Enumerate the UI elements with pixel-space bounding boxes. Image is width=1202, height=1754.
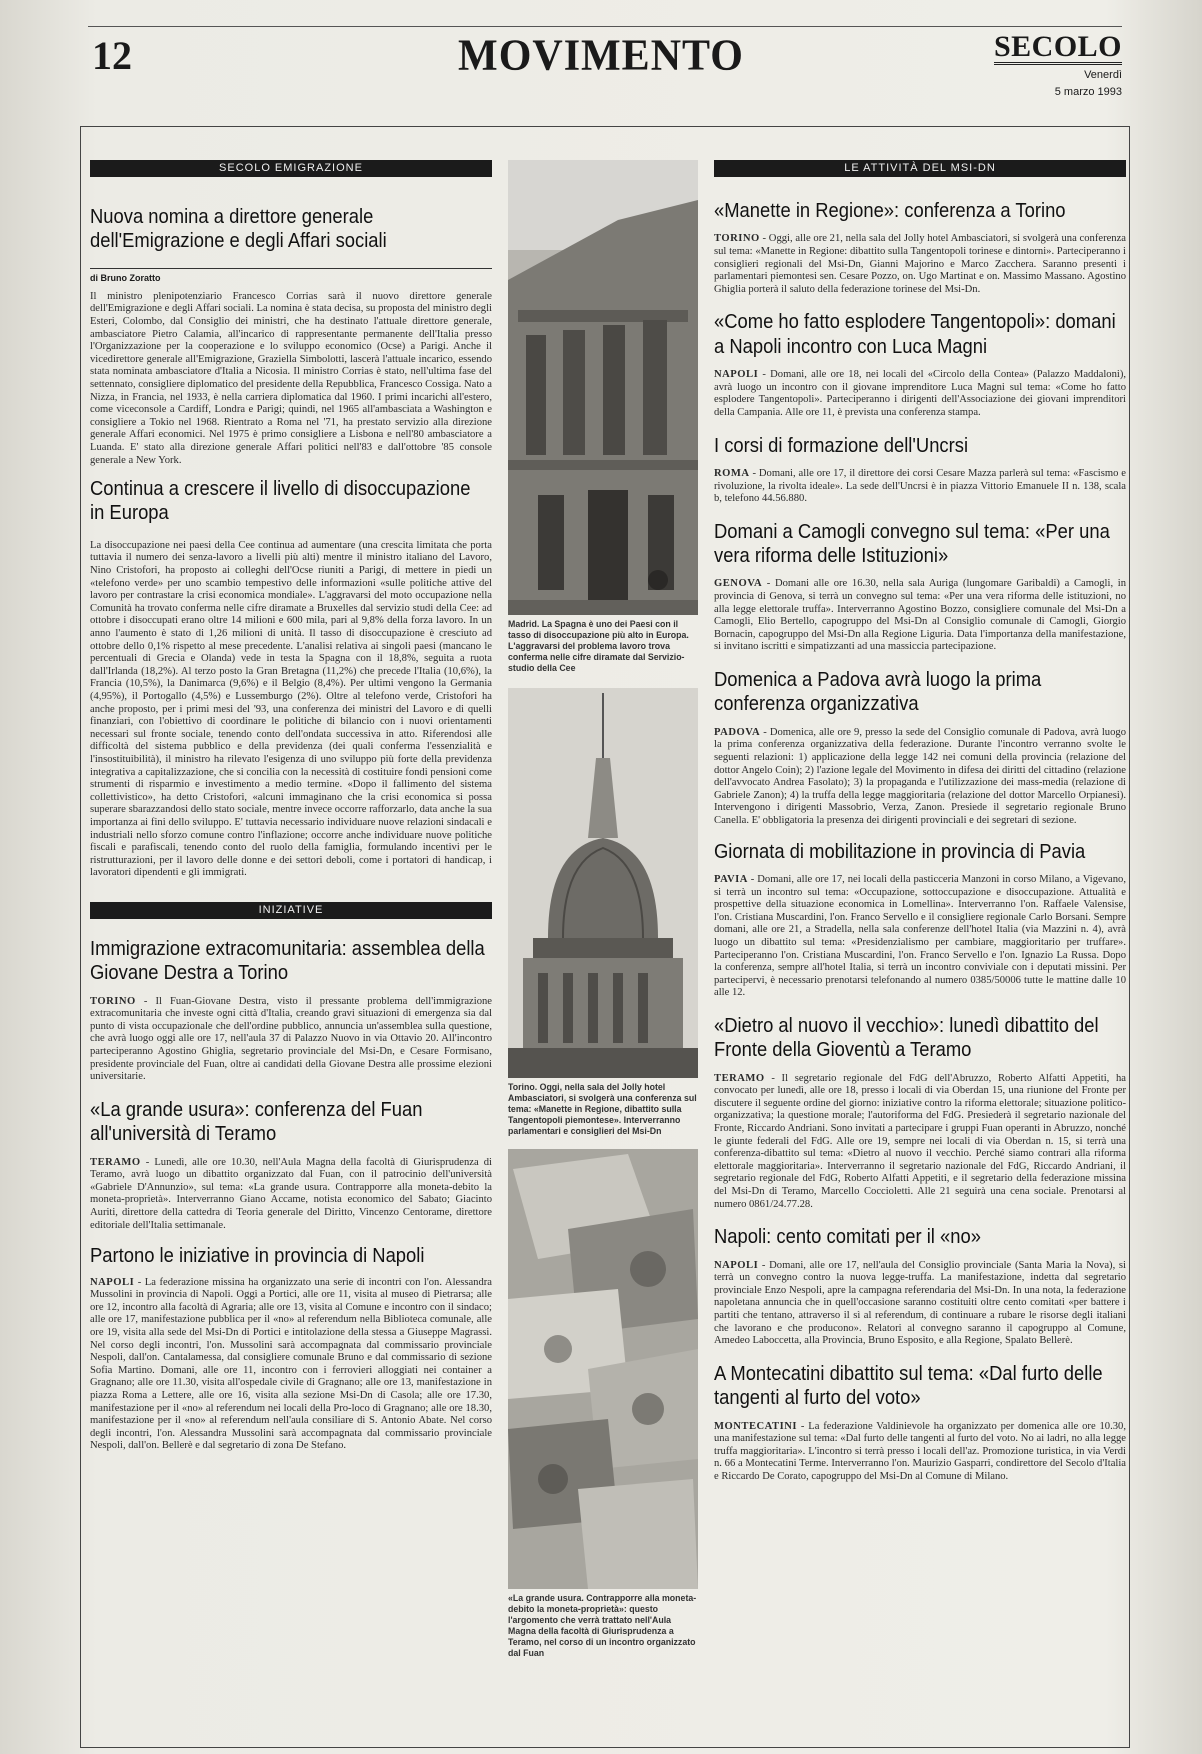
- article-body: [714, 1073, 1126, 1212]
- photo-madrid-building: [508, 160, 698, 615]
- headline-tangentopoli: «Come ho fatto esplodere Tangentopoli»: domani a Napoli incontro con Luca Magni: [714, 311, 1116, 358]
- dateline: ROMA: [714, 467, 750, 479]
- article-body: [714, 1421, 1126, 1484]
- article-cento-comitati: [714, 1225, 1126, 1348]
- article-immigrazione: [90, 937, 492, 1084]
- article-body: [90, 996, 492, 1084]
- article-pavia: [714, 840, 1126, 1000]
- article-body: [714, 233, 1126, 296]
- headline-disoccupazione: Continua a crescere il livello di disoccupazione in Europa: [90, 478, 471, 525]
- headline-nomina: Nuova nomina a direttore generale dell'Emigrazione e degli Affari sociali: [90, 206, 387, 253]
- article-disoccupazione: [90, 477, 492, 880]
- photo-banknotes: [508, 1149, 698, 1589]
- article-text: - La federazione missina ha organizzato una serie di incontri con l'on. Alessandra Mussolini in provincia di Napoli. Oggi a Portici, alle ore 11, visita al museo di Pietrarsa; alle ore 12, incontro alla facoltà di Agraria; alle ore 13, visita al Comune e incontro con il sindaco; alle ore 17, manifestazione pubblica per il «no» al referendum nella Biblioteca comunale, alle ore 19, visita alla sede del Msi-Dn di Portici e intitolazione della stessa a Giuseppe Magrassi. Nel corso degli incontri, l'on. Mussolini sarà accompagnata dal commissario provinciale Nespoli, dall'on. Cantalamessa, dal consigliere comunale Bruno e dal commissario di sezione Sofia Martino. Domani, alle ore 11, incontro con i ferrovieri alloggiati nei container a Gragnano; alle ore 11.30, visita all'ospedale civile di Gragnano; alle ore 13, manifestazione in piazza Roma a Lettere, alle ore 16, visita alla sezione Msi-Dn di Casola; alle ore 17.30, manifestazione per il «no» al referendum nei locali della Pro-loco di Gragnano; alle ore 18.30, manifestazione per il «no» al referendum nell'aula consiliare di S. Antonio Abate. Nel corso degli incontri, l'on. Alessandra Mussolini sarà accompagnata dal commissario provinciale Nespoli, dall'on. Bellerè e dal segretario di zona De Stefano.: [90, 1276, 492, 1452]
- weekday: Venerdì: [1084, 69, 1122, 81]
- left-column: [90, 160, 492, 1463]
- headline-uncrsi: I corsi di formazione dell'Uncrsi: [714, 434, 969, 457]
- article-body: La disoccupazione nei paesi della Cee continua ad aumentare (una crescita limitata che porta tuttavia il numero dei senza-lavoro a livelli più alti) mentre il ministro italiano del Lavoro, Nino Cristofori, ha proposto ai colleghi dell'Ocse riuniti a Parigi, di mettere in piedi un «telefono verde» per uno scambio tempestivo delle informazioni «sulle politiche attive del lavoro per contrastare la crisi economica mondiale». L'aggravarsi del moto occupazione nella Comunità ha trovato conferma nelle cifre diramate a Bruxelles dal servizio studi della Cee: ad ottobre i disoccupati erano oltre 14 milioni e 600 mila, pari al 9,8% della forza lavoro. In un anno l'aumento è stato di 1,26 milioni di unità. Il tasso di disoccupazione è cresciuto ad ottobre dello 0,1% rispetto al mese precedente. L'analisi relativa ai singoli paesi (mancano le percentuali di Grecia e Olanda) vede in testa la Spagna con il 18,8%, seguita a ruota dall'Irlanda (18,2%). Al terzo posto la Gran Bretagna (11,2%) che precede l'Italia (10,6%), la Francia (10,5%), la Danimarca (9,6%) e il Belgio (8,4%). Per ultimi vengono la Germania (4,95%), il Portogallo (4,5%) e Lussemburgo (2%). Oltre al telefono verde, Cristofori ha anche proposto, per i primi mesi del '93, una conferenza dei ministri del Lavoro e di quelli finanziari, con l'obiettivo di coordinare le politiche di bilancio con i nuovi orientamenti necessari sul fronte sociale, tenendo conto dell'ondata successiva in atto. Riferendosi alle difficoltà del sistema pubblico e della previdenza (dei quali conferma l'essenzialità e l'insostituibilità), il ministro ha rilevato l'esigenza di uno sviluppo più forte della previdenza integrativa a capitalizzazione, che si concilia con la necessità di costituire fondi pensioni come strumenti di risparmio e investimento a medio termine. «Dopo il fallimento del sistema collettivistico», ha detto Cristofori, «alcuni immaginano che la crisi economica si possa superare sbarazzandosi dello stato sociale, mentre invece occorre rafforzarlo, data anche la sua importanza ai fini dello sviluppo. E' tuttavia necessario individuare nuove relazioni sindacali e industriali nello sforzo comune contro l'inflazione; occorre anche individuare nuove politiche fiscali e parafiscali, tenendo conto del ruolo della famiglia, formulando incentivi per le ristrutturazioni, per il lavoro delle donne e dei settori deboli, come i portatori di handicap, i lavoratori dipendenti e gli immigrati.: [90, 539, 492, 879]
- headline-immigrazione: Immigrazione extracomunitaria: assemblea della Giovane Destra a Torino: [90, 937, 485, 985]
- middle-column: [508, 160, 698, 1659]
- right-column: [714, 160, 1126, 1494]
- article-body: [714, 468, 1126, 506]
- dateline: TERAMO: [714, 1072, 765, 1084]
- issue-date: 5 marzo 1993: [1054, 86, 1122, 98]
- photo-mole-antonelliana: [508, 688, 698, 1078]
- photo-banconote: [508, 1149, 698, 1589]
- dateline: TORINO: [90, 995, 136, 1007]
- article-tangentopoli: [714, 310, 1126, 419]
- article-text: - Il segretario regionale del FdG dell'Abruzzo, Roberto Alfatti Appetiti, ha convocato per lunedì, alle ore 18, presso i locali di via Oberdan 15, una riunione del Fronte per discutere il seguente ordine del giorno: iniziative contro la riforma elettorale; situazione politico-organizzativa; la questione morale; l'autoriforma del FdG. Presiederà il segretario nazionale del Fronte, Riccardo Andriani. Sono invitati a partecipare i gruppi Fuan operanti in Abruzzo, nonché le giunte federali del FdG. Alle ore 19, sempre nei locali di via Oberdan n. 15, si terrà una conferenza-dibattito sul tema: «Dietro al nuovo il vecchio. Perché siamo contrari alla riforma elettorale maggioritaria». Interverranno il segretario nazionale del FdG, Riccardo Andriani, il segretario regionale del FdG, Roberto Alfatti Appetiti, e il segretario della federazione missina del Msi-Dn di Teramo, Marcello Coccioletti. Alle 21 seguirà una cena sociale. Prenotarsi al numero 0861/24.77.28.: [714, 1072, 1126, 1210]
- article-body: [714, 1260, 1126, 1348]
- article-camogli: [714, 520, 1126, 654]
- article-text: - Domani, alle ore 17, il direttore dei corsi Cesare Mazza parlerà sul tema: «Fascismo e rivoluzione, la rivolta ideale». La sede dell'Uncrsi è in piazza Vittorio Emanuele II n. 138, scala b, telefono 44.56.880.: [714, 467, 1126, 505]
- photo-madrid: [508, 160, 698, 615]
- article-text: - Lunedì, alle ore 10.30, nell'Aula Magna della facoltà di Giurisprudenza di Teramo, avrà luogo un dibattito organizzato dal Fuan, con il patrocinio dell'università «Gabriele D'Annunzio», sul tema: «La grande usura. Contrapporre alla moneta-debito la moneta-proprietà». Interverranno Giano Accame, notista economico del Sabato; Giacinto Auriti, direttore della cattedra di Teoria generale del Diritto, Vincenzo Centorame, direttore editoriale dell'Italia settimanale.: [90, 1156, 492, 1231]
- headline-montecatini: A Montecatini dibattito sul tema: «Dal furto delle tangenti al furto del voto»: [714, 1362, 1103, 1410]
- article-fronte-gioventu: [714, 1014, 1126, 1211]
- article-body: Il ministro plenipotenziario Francesco Corrias sarà il nuovo direttore generale dell'Emigrazione e degli Affari sociali. La nomina è stata decisa, su proposta del ministro degli Esteri, Colombo, dal Consiglio dei ministri, che ha destinato l'attuale direttore generale, ambasciatore Pietro Calamia, all'incarico di rappresentante permanente dell'Italia presso l'Organizzazione per la cooperazione e lo sviluppo economico (Ocse) a Parigi. Anche il vicedirettore generale all'Emigrazione, Graziella Simbolotti, lascerà l'attuale incarico, essendo stata nominata ambasciatore d'Italia a Nicosia. Il ministro Corrias è stato, nell'ultima fase del settennato, consigliere diplomatico del presidente della Repubblica, Francesco Cossiga. Nato a Nizza, in Francia, nel 1933, è nella carriera diplomatica dal 1960. I primi incarichi all'estero, come viceconsole a Cardiff, Londra e Parigi; quindi, nel 1965 all'ambasciata a Washington e consigliere a Tokio nel 1968. Rientrato a Roma nel '71, ha prestato servizio alla direzione generale Affari economici. Nel 1975 è primo consigliere a Lisbona e nell'80 ambasciatore a Luanda. E' stato alla direzione generale Affari politici nell'83 e dall'ottobre '85 console generale a New York.: [90, 290, 492, 466]
- caption-torino: Torino. Oggi, nella sala del Jolly hotel Ambasciatori, si svolgerà una conferenza sul tema: «Manette in Regione, dibattito sulla Tangentopoli piemontese». Interverranno parlamentari e consiglieri del Msi-Dn: [508, 1082, 697, 1136]
- dateline: TERAMO: [90, 1156, 141, 1168]
- page-number: 12: [92, 33, 132, 78]
- article-padova: [714, 668, 1126, 828]
- article-text: - Il Fuan-Giovane Destra, visto il pressante problema dell'immigrazione extracomunitaria che investe ogni città d'Italia, creando gravi situazioni di emergenza sia dal punto di vista occupazionale che dell'ordine pubblico, annuncia un'assemblea sulla questione, che avrà luogo oggi alle ore 17, nell'aula 37 di Palazzo Nuovo in via Ottavio 20. All'incontro parteciperanno Agostino Ghiglia, segretario provinciale del Msi-Dn, e Cesare Formisano, presidente provinciale del Fuan, oltre ai candidati della Giovane Destra alle prossime elezioni universitarie.: [90, 995, 492, 1083]
- headline-camogli: Domani a Camogli convegno sul tema: «Per una vera riforma delle Istituzioni»: [714, 520, 1110, 568]
- headline-napoli: Partono le iniziative in provincia di Napoli: [90, 1245, 425, 1268]
- dateline: MONTECATINI: [714, 1420, 797, 1432]
- article-nomina: [90, 205, 492, 467]
- article-body: [714, 578, 1126, 654]
- dateline: NAPOLI: [714, 369, 759, 381]
- photo-torino: [508, 688, 698, 1078]
- section-title: MOVIMENTO: [458, 31, 744, 81]
- article-uncrsi: [714, 434, 1126, 506]
- headline-cento-comitati: Napoli: cento comitati per il «no»: [714, 1226, 981, 1249]
- headline-padova: Domenica a Padova avrà luogo la prima conferenza organizzativa: [714, 669, 1042, 716]
- section-bar-iniziative: INIZIATIVE: [90, 902, 492, 919]
- headline-grande-usura: «La grande usura»: conferenza del Fuan all'università di Teramo: [90, 1098, 423, 1146]
- dateline: GENOVA: [714, 578, 763, 590]
- article-body: [90, 1277, 492, 1453]
- dateline: NAPOLI: [90, 1276, 135, 1288]
- article-body: [90, 1157, 492, 1233]
- byline: di Bruno Zoratto: [90, 268, 492, 283]
- headline-pavia: Giornata di mobilitazione in provincia di Pavia: [714, 840, 1086, 863]
- caption-madrid: Madrid. La Spagna è uno dei Paesi con il tasso di disoccupazione più alto in Europa. L'aggravarsi del problema lavoro trova conferma nelle cifre diramate dal Servizio-studio della Cee: [508, 619, 689, 673]
- headline-manette: «Manette in Regione»: conferenza a Torino: [714, 200, 1066, 222]
- headline-fronte-gioventu: «Dietro al nuovo il vecchio»: lunedì dibattito del Fronte della Gioventù a Teramo: [714, 1014, 1099, 1062]
- article-text: - Domani, alle ore 17, nell'aula del Consiglio provinciale (Santa Maria la Nova), si terrà un convegno contro la nuova legge-truffa. La manifestazione, indetta dal segretario provinciale Enzo Nespoli, apre la campagna referendaria del Msi-Dn. In una nota, la federazione napoletana annuncia che in quell'occasione saranno costituiti oltre cento comitati «per battere i partiti che tentano, attraverso il sì al referendum, di continuare a rubare le risorse degli italiani che lavorano e che producono». Relatori al convegno saranno il capogruppo al Comune, Amedeo Laboccetta, alla Provincia, Bruno Esposito, e alla Regione, Spalato Bellerè.: [714, 1259, 1126, 1347]
- masthead: [994, 32, 1122, 99]
- article-text: - Oggi, alle ore 21, nella sala del Jolly hotel Ambasciatori, si svolgerà una conferenza sul tema: «Manette in Regione: dibattito sulla Tangentopoli torinese e dintorni». Parteciperanno i consiglieri regionali del Msi-Dn, Gianni Majorino e Marco Zacchera. Saranno presenti i parlamentari piemontesi sen. Cesare Pozzo, on. Ugo Martinat e on. Massimo Massano. Agostino Ghiglia porterà il saluto della federazione torinese del Msi-Dn.: [714, 233, 1126, 295]
- brand-logo: SECOLO: [993, 30, 1122, 63]
- article-manette: [714, 199, 1126, 296]
- section-bar-attivita: LE ATTIVITÀ DEL MSI-DN: [714, 160, 1126, 177]
- article-grande-usura: [90, 1098, 492, 1232]
- article-text: - Domani, alle ore 17, nei locali della pasticceria Manzoni in corso Milano, a Vigevano, si terrà un incontro sul tema: «Occupazione, sottoccupazione e disoccupazione. Attualità e prospettive della situazione economica in Lomellina». Interverranno l'on. Raffaele Valensise, l'on. Cristiana Muscardini, l'on. Franco Servello e il consigliere regionale Carlo Borsani. Sempre domani, alle ore 21, a Stradella, nella sala conferenze dell'hotel Italia (via Mazzini n. 4), avrà luogo un dibattito sul tema: «Presidenzialismo per cambiare, maggioritario per truffare». Parteciperanno l'on. Cristiana Muscardini, l'on. Franco Servello e l'on. Ignazio La Russa. Dopo la conferenza, sempre all'hotel Italia, si terrà un incontro conviviale con i deputati missini. Per partecipervi, è necessario prenotarsi telefonando al numero 0385/50006 tutte le mattine dalle 10 alle 12.: [714, 873, 1126, 999]
- dateline: PADOVA: [714, 726, 761, 738]
- article-text: - Domenica, alle ore 9, presso la sede del Consiglio comunale di Padova, avrà luogo la prima conferenza organizzativa della federazione. Durante l'incontro verranno svolte le seguenti relazioni: 1) applicazione della legge 142 nei comuni della provincia (relazione del dottor Angelo Coin); 2) l'azione legale del Movimento in difesa dei diritti del cittadino (relazione dell'avvocato Andrea Fasolato); 3) la propaganda e l'utilizzazione dei mass-media (relazione di Gabriele Zanon); 4) la truffa della legge maggioritaria (relazione del dottor Marcello Orpianesi). Intervengono i dirigenti Massobrio, Verza, Zanon. Presiede il segretario regionale Bruno Canella. E' obbligatoria la presenza dei dirigenti provinciali e dei segretari di sezione.: [714, 726, 1126, 826]
- dateline: TORINO: [714, 233, 760, 245]
- article-body: [714, 874, 1126, 1000]
- article-text: - Domani alle ore 16.30, nella sala Auriga (lungomare Garibaldi) a Camogli, in provincia di Genova, si terrà un convegno sul tema: «Per una vera riforma delle istituzioni, no alla legge elettorale truffa». Interverranno Agostino Bozzo, consigliere comunale del Msi-Dn a Camogli, Elio Bertello, capogruppo del Msi-Dn al Consiglio comunale di Camogli, Giorgio Bornacin, capogruppo del Msi-Dn alla Regione Liguria. Data l'importanza della manifestazione, si invitano iscritti e simpatizzanti ad una massiccia partecipazione.: [714, 578, 1126, 653]
- article-napoli-iniziative: [90, 1244, 492, 1453]
- article-body: [714, 727, 1126, 828]
- section-bar-emigrazione: SECOLO EMIGRAZIONE: [90, 160, 492, 177]
- article-body: [714, 369, 1126, 419]
- article-text: - La federazione Valdinievole ha organizzato per domenica alle ore 10.30, una manifestazione sul tema: «Dal furto delle tangenti al furto del voto. No ai ladri, no alla legge truffa maggioritaria». L'incontro si terrà presso i locali dell'az. Promozione turistica, in via Verdi n. 66 a Montecatini Terme. Interverranno l'on. Maurizio Gasparri, condirettore del Secolo d'Italia e Riccardo De Corato, capogruppo del Msi-Dn al Comune di Milano.: [714, 1420, 1126, 1482]
- article-montecatini: [714, 1362, 1126, 1484]
- caption-usura: «La grande usura. Contrapporre alla moneta-debito la moneta-proprietà»: questo l'argomento che verrà trattato nell'Aula Magna della facoltà di Giurisprudenza a Teramo, nel corso di un incontro organizzato dal Fuan: [508, 1593, 697, 1658]
- top-rule: [88, 26, 1122, 27]
- dateline: PAVIA: [714, 873, 748, 885]
- article-text: - Domani, alle ore 18, nei locali del «Circolo della Contea» (Palazzo Maddaloni), avrà luogo un incontro con il giovane imprenditore Luca Magni sul tema: «Come ho fatto esplodere Tangentopoli». Parteciperanno i dirigenti dell'Associazione dei giovani imprenditori della Campania. Alle ore 11, è prevista una conferenza stampa.: [714, 369, 1126, 418]
- dateline: NAPOLI: [714, 1259, 759, 1271]
